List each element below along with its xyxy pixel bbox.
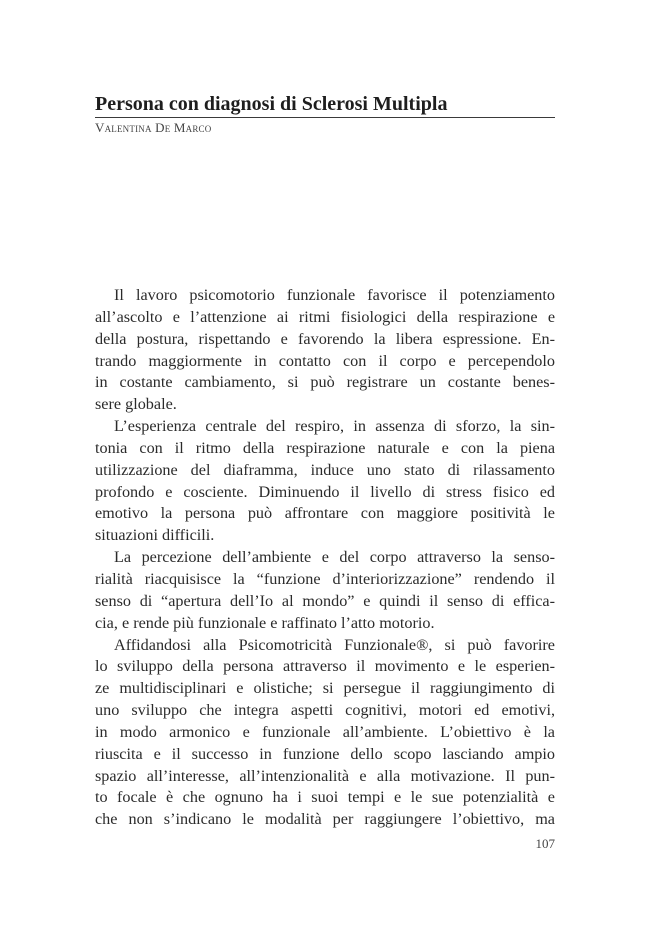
text-line: ze multidisciplinari e olistiche; si persegue il raggiungimento di bbox=[95, 679, 555, 698]
text-line: lo sviluppo della persona attraverso il movimento e le esperien- bbox=[95, 657, 555, 676]
text-line: senso di “apertura dell’Io al mondo” e quindi il senso di effica- bbox=[95, 591, 555, 610]
body-text bbox=[95, 285, 555, 831]
text-line: sere globale. bbox=[95, 395, 177, 414]
text-line: profondo e cosciente. Diminuendo il livello di stress fisico ed bbox=[95, 482, 555, 501]
text-line: che non s’indicano le modalità per raggiungere l’obiettivo, ma bbox=[95, 810, 555, 829]
text-line: to focale è che ognuno ha i suoi tempi e le sue potenzialità e bbox=[95, 788, 555, 807]
text-line: spazio all’interesse, all’intenzionalità e alla motivazione. Il pun- bbox=[95, 766, 555, 785]
text-line: all’ascolto e l’attenzione ai ritmi fisiologici della respirazione e bbox=[95, 307, 555, 326]
text-line: in costante cambiamento, si può registrare un costante benes- bbox=[95, 373, 555, 392]
text-line: trando maggiormente in contatto con il corpo e percependolo bbox=[95, 351, 555, 370]
text-line: uno sviluppo che integra aspetti cognitivi, motori ed emotivi, bbox=[95, 701, 555, 720]
text-line: della postura, rispettando e favorendo la libera espressione. En- bbox=[95, 329, 555, 348]
text-line: rialità riacquisisce la “funzione d’interiorizzazione” rendendo il bbox=[95, 569, 555, 588]
text-line: utilizzazione del diaframma, induce uno stato di rilassamento bbox=[95, 460, 555, 479]
text-line: Il lavoro psicomotorio funzionale favorisce il potenziamento bbox=[114, 286, 555, 304]
text-line: in modo armonico e funzionale all’ambiente. L’obiettivo è la bbox=[95, 722, 555, 741]
text-line: cia, e rende più funzionale e raffinato l’atto motorio. bbox=[95, 613, 435, 632]
text-line: riuscita e il successo in funzione dello scopo lasciando ampio bbox=[95, 744, 555, 763]
text-line: L’esperienza centrale del respiro, in assenza di sforzo, la sin- bbox=[114, 417, 555, 436]
page-number: 107 bbox=[535, 836, 555, 851]
text-line: emotivo la persona può affrontare con maggiore positività le bbox=[95, 504, 555, 523]
text-line: situazioni difficili. bbox=[95, 526, 215, 545]
chapter-header bbox=[95, 92, 555, 136]
text-line: tonia con il ritmo della respirazione naturale e con la piena bbox=[95, 438, 555, 457]
author-name: Valentina De Marco bbox=[95, 120, 212, 135]
text-line: La percezione dell’ambiente e del corpo attraverso la senso- bbox=[114, 548, 555, 567]
text-line: Affidandosi alla Psicomotricità Funzionale®, si può favorire bbox=[114, 635, 555, 654]
chapter-title: Persona con diagnosi di Sclerosi Multipla bbox=[95, 92, 555, 118]
